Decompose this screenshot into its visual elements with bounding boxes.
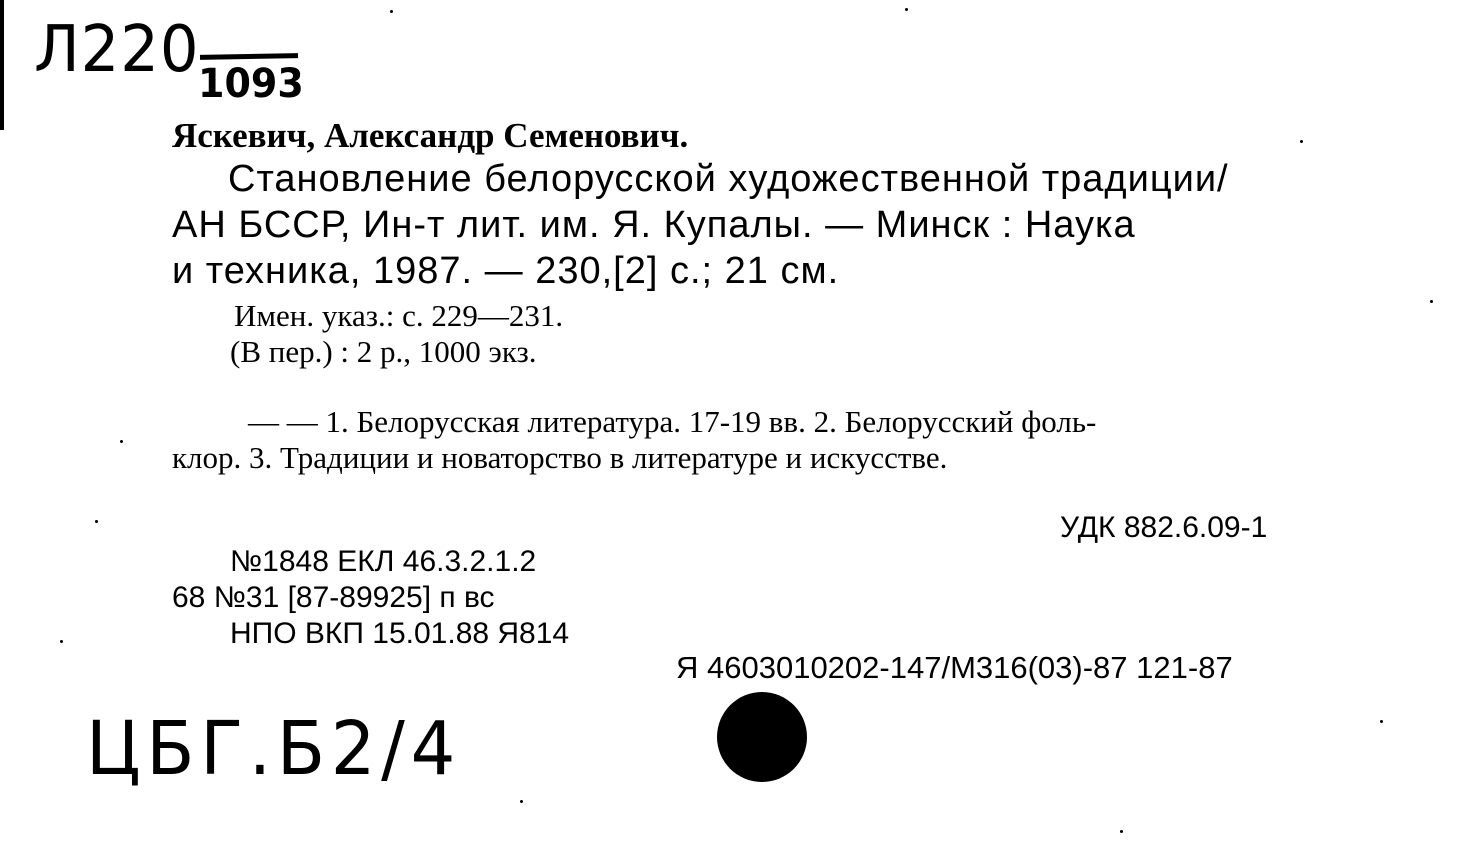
- class-line-3: НПО ВКП 15.01.88 Я814: [230, 617, 570, 650]
- speck: [95, 520, 98, 523]
- speck: [1430, 300, 1433, 303]
- handwritten-shelf-mark: ЦБГ.Б2/4: [86, 706, 461, 792]
- handwritten-code: Л220: [34, 13, 200, 87]
- speck: [390, 10, 393, 13]
- speck: [1380, 720, 1383, 723]
- index-note: Имен. указ.: с. 229—231.: [234, 298, 564, 333]
- subject-line-1: — — 1. Белорусская литература. 17-19 вв. 2. Белорусский фоль-: [248, 404, 1097, 439]
- handwritten-subcode: 1093: [198, 61, 304, 107]
- speck: [520, 800, 523, 803]
- speck: [1120, 830, 1123, 833]
- title-line-2: АН БССР, Ин-т лит. им. Я. Купалы. — Минск : Наука: [172, 204, 1136, 246]
- speck: [1300, 140, 1303, 143]
- class-line-2: 68 №31 [87-89925] п вс: [172, 581, 495, 614]
- title-line-3: и техника, 1987. — 230,[2] с.; 21 см.: [172, 250, 840, 292]
- subject-line-2: клор. 3. Традиции и новаторство в литературе и искусстве.: [172, 440, 948, 475]
- author-heading: Яскевич, Александр Семенович.: [172, 116, 689, 155]
- card-edge-line: [0, 0, 4, 130]
- price-note: (В пер.) : 2 р., 1000 экз.: [230, 334, 537, 369]
- title-line-1: Становление белорусской художественной традиции/: [228, 158, 1229, 200]
- handwritten-underline: [200, 53, 298, 60]
- speck: [120, 440, 123, 443]
- punch-hole: [717, 692, 807, 782]
- isbn-code: Я 4603010202-147/М316(03)-87 121-87: [676, 650, 1233, 685]
- udk-code: УДК 882.6.09-1: [1060, 511, 1268, 544]
- class-line-1: №1848 ЕКЛ 46.3.2.1.2: [230, 545, 537, 578]
- speck: [905, 8, 908, 11]
- speck: [60, 640, 63, 643]
